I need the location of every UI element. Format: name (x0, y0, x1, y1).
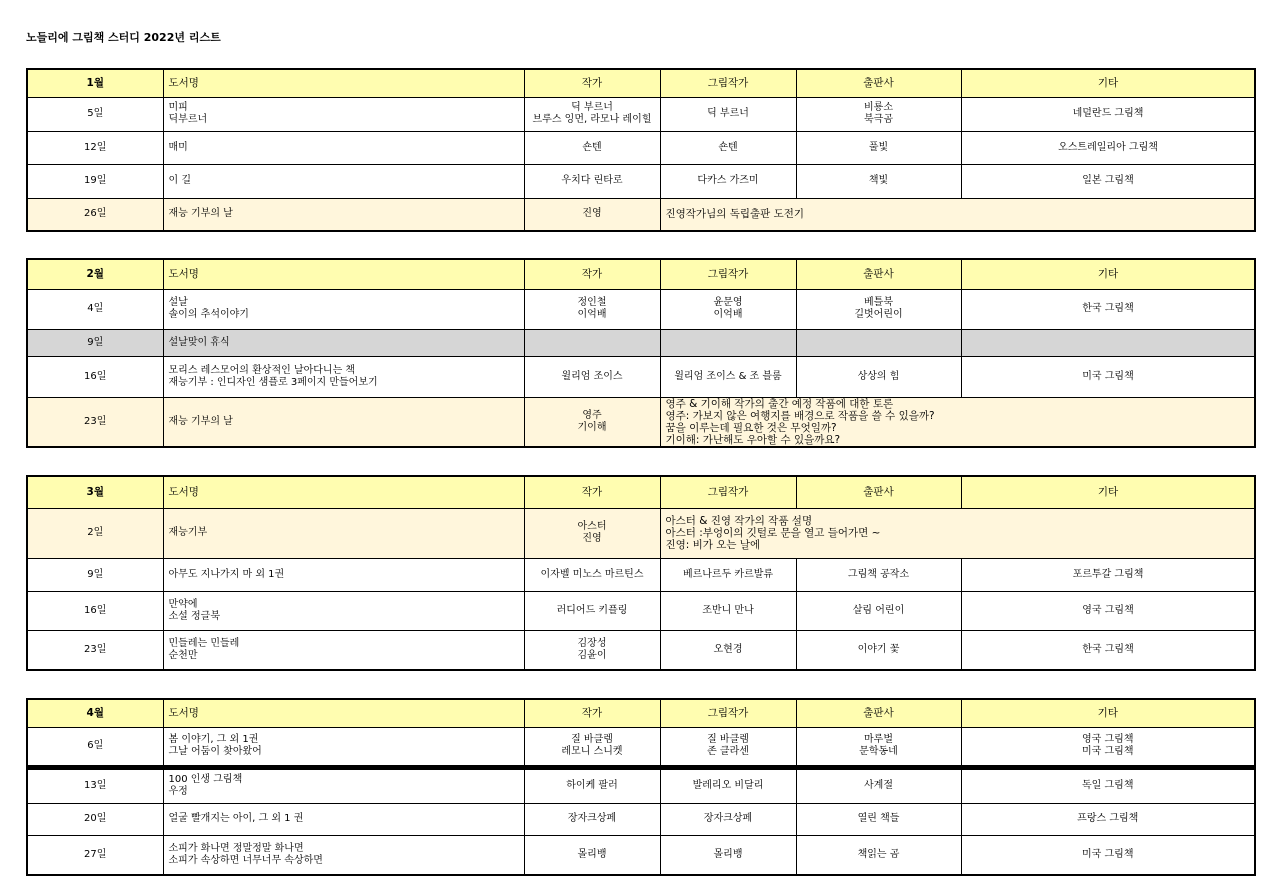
schedule-row (27, 803, 1255, 835)
illustrator-cell-line: 딕 부르너 (707, 108, 749, 119)
author-cell-line: 장자크상페 (567, 813, 617, 824)
publisher-cell-line: 풀빛 (868, 141, 889, 153)
month-table-2 (26, 258, 1256, 448)
publisher-cell-line: 비룡소 (864, 102, 893, 113)
header-etc (961, 259, 1255, 289)
author-cell-line: 아스터 (577, 521, 607, 532)
publisher-cell (796, 630, 961, 670)
header-author (524, 699, 660, 727)
illustrator-cell (660, 835, 796, 875)
illustrator-cell-line: 질 바클렘 (707, 734, 749, 745)
header-illustrator (660, 69, 796, 97)
etc-cell-line: 영국 그림책 (1082, 734, 1134, 745)
illustrator-cell-line: 다카스 가즈미 (697, 175, 759, 186)
illustrator-cell (660, 97, 796, 131)
author-cell-line: 하이케 팔러 (566, 780, 618, 791)
title-cell-line: 이 길 (168, 175, 191, 186)
title-cell-line: 재능 기부의 날 (168, 208, 233, 220)
day-cell-line: 23일 (84, 415, 107, 427)
header-etc (961, 69, 1255, 97)
header-title-line: 도서명 (168, 707, 199, 720)
etc-cell (961, 131, 1255, 164)
day-cell (27, 727, 163, 767)
month-label-line: 1월 (86, 77, 104, 90)
illustrator-cell (660, 591, 796, 630)
month-label (27, 476, 163, 508)
publisher-cell (796, 835, 961, 875)
author-cell-line: 김윤이 (577, 649, 607, 661)
header-publisher-line: 출판사 (863, 486, 894, 499)
author-cell (524, 630, 660, 670)
note-cell-line: 아스터 :부엉이의 깃털로 문을 열고 들어가면 ~ (665, 527, 881, 539)
author-cell (524, 727, 660, 767)
author-cell-line: 레모니 스니켓 (561, 746, 623, 757)
title-cell (163, 835, 524, 875)
day-cell (27, 164, 163, 198)
title-cell (163, 131, 524, 164)
header-title (163, 699, 524, 727)
month-table-4 (26, 698, 1256, 876)
publisher-cell-line: 문학동네 (859, 746, 898, 757)
day-cell-line: 26일 (84, 208, 107, 220)
schedule-row (27, 97, 1255, 131)
publisher-cell-line: 북극곰 (864, 114, 893, 125)
header-author-line: 작가 (581, 486, 603, 499)
day-cell-line: 12일 (84, 141, 107, 153)
day-cell-line: 23일 (84, 643, 107, 655)
schedule-row (27, 835, 1255, 875)
publisher-cell (796, 591, 961, 630)
document-title: 노들리에 그림책 스터디 2022년 리스트 (26, 31, 221, 44)
title-cell (163, 164, 524, 198)
schedule-row (27, 329, 1255, 356)
day-cell (27, 397, 163, 447)
note-cell (660, 397, 1255, 447)
author-cell-line: 이억배 (577, 309, 607, 320)
header-illustrator-line: 그림작가 (707, 486, 749, 499)
day-cell (27, 835, 163, 875)
publisher-cell-line: 책읽는 곰 (857, 848, 900, 860)
illustrator-cell (660, 164, 796, 198)
title-cell-line: 우정 (168, 786, 188, 797)
schedule-row (27, 289, 1255, 329)
schedule-row (27, 591, 1255, 630)
author-cell-line: 숀텐 (582, 141, 602, 153)
schedule-row (27, 727, 1255, 767)
publisher-cell (796, 558, 961, 591)
schedule-row (27, 558, 1255, 591)
header-illustrator (660, 476, 796, 508)
publisher-cell-line: 그림책 공작소 (847, 568, 910, 580)
day-cell (27, 591, 163, 630)
header-author-line: 작가 (581, 707, 603, 720)
month-label (27, 699, 163, 727)
illustrator-cell (660, 803, 796, 835)
title-cell-line: 재능 기부의 날 (168, 415, 233, 427)
header-row (27, 69, 1255, 97)
publisher-cell (796, 767, 961, 803)
title-cell-line: 모리스 레스모어의 환상적인 날아다니는 책 (168, 364, 356, 376)
header-illustrator-line: 그림작가 (707, 268, 749, 281)
publisher-cell-line: 이야기 꽃 (857, 643, 900, 655)
etc-cell (961, 591, 1255, 630)
day-cell (27, 803, 163, 835)
header-illustrator-line: 그림작가 (707, 707, 749, 720)
etc-cell-line: 오스트레일리아 그림책 (1058, 141, 1158, 153)
day-cell-line: 5일 (87, 108, 104, 119)
header-etc (961, 699, 1255, 727)
schedule-row (27, 508, 1255, 558)
schedule-row (27, 131, 1255, 164)
title-cell (163, 329, 524, 356)
month-label-line: 2월 (86, 268, 104, 281)
header-title (163, 476, 524, 508)
title-cell-line: 딕부르너 (168, 114, 208, 125)
schedule-row (27, 630, 1255, 670)
author-cell-line: 이자벨 미노스 마르틴스 (540, 568, 644, 580)
etc-cell (961, 558, 1255, 591)
header-illustrator (660, 699, 796, 727)
author-cell (524, 356, 660, 397)
author-cell (524, 97, 660, 131)
schedule-row (27, 198, 1255, 231)
schedule-row (27, 164, 1255, 198)
header-publisher-line: 출판사 (863, 77, 894, 90)
author-cell (524, 803, 660, 835)
publisher-cell (796, 329, 961, 356)
header-publisher (796, 259, 961, 289)
title-cell-line: 얼굴 빨개지는 아이, 그 외 1 권 (168, 813, 304, 824)
etc-cell (961, 803, 1255, 835)
etc-cell (961, 97, 1255, 131)
illustrator-cell (660, 289, 796, 329)
title-cell-line: 설날 (168, 297, 188, 308)
header-title-line: 도서명 (168, 268, 199, 281)
publisher-cell-line: 사계절 (864, 780, 893, 791)
etc-cell-line: 프랑스 그림책 (1077, 813, 1139, 824)
author-cell-line: 영주 (582, 409, 602, 421)
illustrator-cell (660, 558, 796, 591)
title-cell (163, 289, 524, 329)
header-author-line: 작가 (581, 268, 603, 281)
note-cell-line: 꿈을 이루는데 필요한 것은 무엇일까? (665, 421, 837, 434)
author-cell (524, 198, 660, 231)
author-cell-line: 질 바클렘 (571, 734, 613, 745)
day-cell (27, 558, 163, 591)
title-cell-line: 설날맞이 휴식 (168, 336, 230, 348)
day-cell-line: 2일 (87, 527, 104, 538)
etc-cell (961, 727, 1255, 767)
etc-cell-line: 한국 그림책 (1082, 643, 1134, 655)
header-author (524, 476, 660, 508)
day-cell-line: 9일 (87, 336, 104, 348)
header-etc-line: 기타 (1097, 77, 1119, 90)
etc-cell (961, 835, 1255, 875)
illustrator-cell-line: 몰리뱅 (713, 848, 743, 860)
author-cell (524, 131, 660, 164)
header-title (163, 69, 524, 97)
etc-cell-line: 미국 그림책 (1082, 848, 1134, 860)
header-publisher-line: 출판사 (863, 707, 894, 720)
etc-cell-line: 미국 그림책 (1082, 746, 1134, 757)
note-cell-line: 기이해: 가난해도 우아할 수 있을까요? (665, 433, 841, 446)
title-cell-line: 그날 어둠이 찾아왔어 (168, 746, 262, 757)
header-row (27, 259, 1255, 289)
title-cell-line: 솔이의 추석이야기 (168, 309, 249, 320)
title-cell-line: 만약에 (168, 598, 198, 610)
header-author-line: 작가 (581, 77, 603, 90)
header-title-line: 도서명 (168, 77, 199, 90)
publisher-cell-line: 상상의 힘 (857, 370, 900, 382)
illustrator-cell-line: 존 클라센 (707, 746, 749, 757)
title-cell (163, 198, 524, 231)
day-cell (27, 97, 163, 131)
publisher-cell (796, 97, 961, 131)
author-cell-line: 우치다 린타로 (561, 175, 623, 186)
month-label-line: 4월 (86, 707, 104, 720)
title-cell (163, 803, 524, 835)
note-cell-line: 영주 & 기이해 작가의 출간 예정 작품에 대한 토론 (665, 397, 894, 410)
note-cell-line: 진영작가님의 독립출판 도전기 (665, 208, 805, 221)
day-cell (27, 508, 163, 558)
header-publisher-line: 출판사 (863, 268, 894, 281)
etc-cell-line: 네덜란드 그림책 (1072, 108, 1144, 119)
illustrator-cell (660, 356, 796, 397)
day-cell-line: 19일 (84, 175, 107, 186)
day-cell-line: 20일 (84, 813, 107, 824)
month-label-line: 3월 (86, 486, 104, 499)
header-illustrator (660, 259, 796, 289)
illustrator-cell (660, 329, 796, 356)
publisher-cell (796, 289, 961, 329)
schedule-row (27, 397, 1255, 447)
header-author (524, 259, 660, 289)
author-cell-line: 러디어드 키플링 (556, 604, 628, 616)
author-cell (524, 508, 660, 558)
illustrator-cell (660, 727, 796, 767)
header-publisher (796, 69, 961, 97)
title-cell (163, 97, 524, 131)
illustrator-cell-line: 숀텐 (718, 141, 738, 153)
author-cell (524, 767, 660, 803)
etc-cell (961, 329, 1255, 356)
etc-cell (961, 289, 1255, 329)
month-label (27, 69, 163, 97)
title-cell-line: 소피가 화나면 정말정말 화나면 (168, 842, 304, 854)
header-title-line: 도서명 (168, 486, 199, 499)
illustrator-cell (660, 630, 796, 670)
header-etc-line: 기타 (1097, 268, 1119, 281)
author-cell (524, 164, 660, 198)
title-cell (163, 727, 524, 767)
etc-cell-line: 미국 그림책 (1082, 370, 1134, 382)
schedule-row (27, 356, 1255, 397)
title-cell-line: 소설 정글북 (168, 610, 220, 622)
author-cell-line: 윌리엄 조이스 (561, 370, 623, 382)
etc-cell-line: 포르투갈 그림책 (1072, 568, 1144, 580)
author-cell-line: 브루스 잉먼, 라모나 레이힐 (532, 114, 652, 125)
day-cell-line: 16일 (84, 370, 107, 382)
etc-cell (961, 356, 1255, 397)
day-cell (27, 630, 163, 670)
note-cell-line: 아스터 & 진영 작가의 작품 설명 (665, 515, 813, 527)
day-cell (27, 356, 163, 397)
illustrator-cell-line: 윤문영 (713, 297, 743, 308)
publisher-cell-line: 살림 어린이 (852, 604, 905, 616)
author-cell-line: 정인철 (577, 297, 607, 308)
day-cell-line: 4일 (87, 303, 104, 314)
note-cell (660, 508, 1255, 558)
etc-cell-line: 독일 그림책 (1082, 780, 1134, 791)
publisher-cell (796, 727, 961, 767)
author-cell (524, 591, 660, 630)
title-cell-line: 순천만 (168, 649, 198, 661)
publisher-cell-line: 마루벌 (864, 734, 893, 745)
header-publisher (796, 699, 961, 727)
day-cell-line: 13일 (84, 780, 107, 791)
header-title (163, 259, 524, 289)
title-cell (163, 558, 524, 591)
header-illustrator-line: 그림작가 (707, 77, 749, 90)
title-cell (163, 508, 524, 558)
day-cell (27, 329, 163, 356)
author-cell-line: 몰리뱅 (577, 848, 607, 860)
publisher-cell (796, 164, 961, 198)
schedule-row (27, 767, 1255, 803)
day-cell (27, 289, 163, 329)
author-cell (524, 835, 660, 875)
header-etc (961, 476, 1255, 508)
publisher-cell-line: 길벗어린이 (854, 309, 903, 320)
day-cell (27, 767, 163, 803)
publisher-cell (796, 356, 961, 397)
header-etc-line: 기타 (1097, 707, 1118, 720)
title-cell-line: 매미 (168, 141, 188, 153)
month-label (27, 259, 163, 289)
note-cell (660, 198, 1255, 231)
illustrator-cell (660, 131, 796, 164)
title-cell (163, 767, 524, 803)
publisher-cell-line: 베틀북 (864, 297, 893, 308)
illustrator-cell-line: 오현경 (713, 643, 743, 655)
title-cell-line: 민들레는 민들레 (168, 637, 240, 649)
title-cell (163, 591, 524, 630)
etc-cell-line: 일본 그림책 (1082, 175, 1134, 186)
title-cell-line: 미피 (168, 102, 188, 113)
month-table-3 (26, 475, 1256, 671)
illustrator-cell (660, 767, 796, 803)
day-cell (27, 131, 163, 164)
header-row (27, 476, 1255, 508)
author-cell-line: 김장성 (577, 637, 607, 649)
day-cell-line: 9일 (87, 568, 104, 580)
day-cell (27, 198, 163, 231)
author-cell-line: 기이해 (577, 421, 607, 433)
etc-cell-line: 영국 그림책 (1082, 604, 1134, 616)
author-cell (524, 289, 660, 329)
illustrator-cell-line: 이억배 (713, 309, 743, 320)
author-cell (524, 558, 660, 591)
title-cell (163, 397, 524, 447)
day-cell-line: 16일 (84, 604, 107, 616)
etc-cell-line: 한국 그림책 (1082, 303, 1134, 314)
title-cell-line: 100 인생 그림책 (168, 774, 243, 785)
title-cell-line: 재능기부 : 인디자인 샘플로 3페이지 만들어보기 (168, 376, 378, 388)
etc-cell (961, 767, 1255, 803)
header-publisher (796, 476, 961, 508)
illustrator-cell-line: 베르나르두 카르발류 (682, 568, 774, 580)
illustrator-cell-line: 장자크상페 (703, 813, 753, 824)
author-cell-line: 진영 (582, 533, 602, 544)
header-author (524, 69, 660, 97)
etc-cell (961, 630, 1255, 670)
publisher-cell-line: 책빛 (868, 175, 889, 186)
header-etc-line: 기타 (1097, 486, 1119, 499)
publisher-cell (796, 131, 961, 164)
illustrator-cell-line: 윌리엄 조이스 & 조 블룸 (674, 370, 782, 382)
month-table-1 (26, 68, 1256, 232)
author-cell-line: 딕 부르너 (571, 102, 613, 113)
etc-cell (961, 164, 1255, 198)
publisher-cell (796, 803, 961, 835)
publisher-cell-line: 열린 책들 (857, 813, 900, 824)
title-cell (163, 630, 524, 670)
title-cell-line: 재능기부 (168, 527, 208, 538)
title-cell-line: 아무도 지나가지 마 외 1권 (168, 568, 285, 580)
author-cell-line: 진영 (582, 208, 602, 220)
illustrator-cell-line: 조반니 만나 (702, 604, 754, 616)
title-cell (163, 356, 524, 397)
note-cell-line: 진영: 비가 오는 날에 (665, 539, 761, 551)
day-cell-line: 6일 (87, 740, 104, 751)
author-cell (524, 329, 660, 356)
author-cell (524, 397, 660, 447)
day-cell-line: 27일 (84, 848, 107, 860)
illustrator-cell-line: 발레리오 비달리 (692, 780, 764, 791)
title-cell-line: 소피가 속상하면 너무너무 속상하면 (168, 854, 323, 866)
header-row (27, 699, 1255, 727)
title-cell-line: 봄 이야기, 그 외 1권 (168, 734, 259, 745)
note-cell-line: 영주: 가보지 않은 여행지를 배경으로 작품을 쓸 수 있을까? (665, 409, 935, 422)
